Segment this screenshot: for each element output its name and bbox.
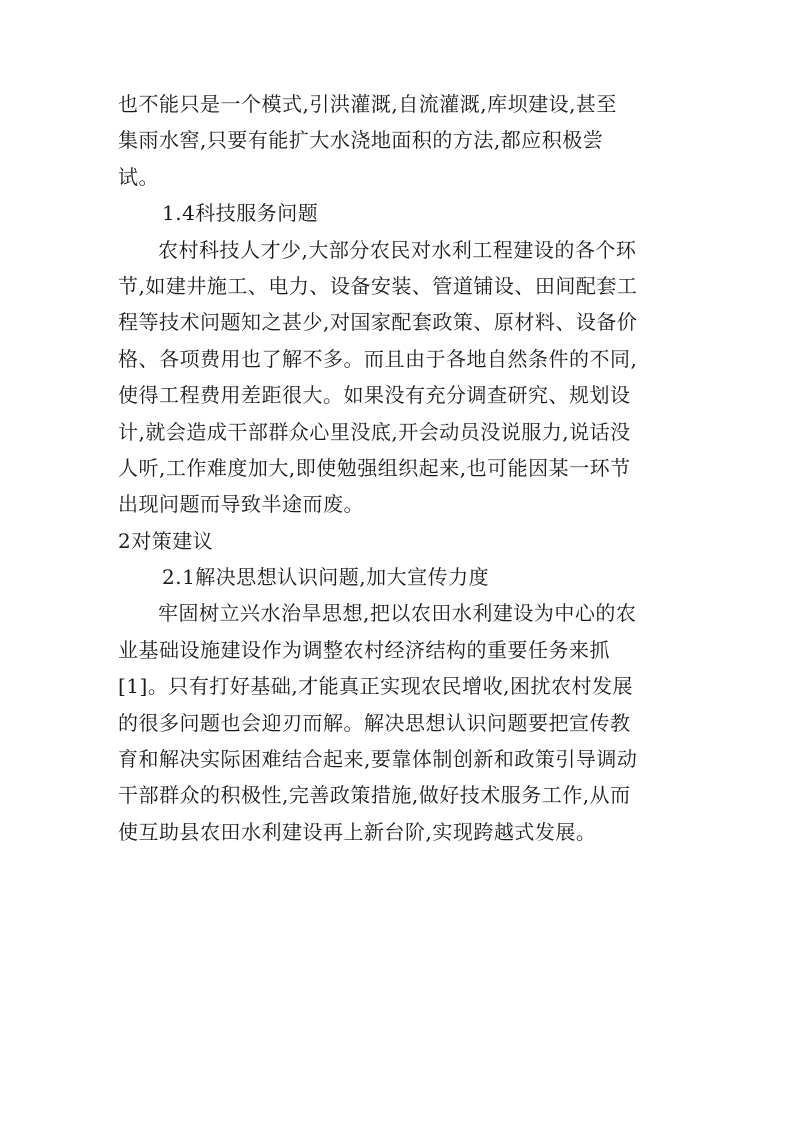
paragraph-line: 格、各项费用也了解不多。而且由于各地自然条件的不同, xyxy=(118,346,638,371)
section-heading-1-4: 1.4科技服务问题 xyxy=(162,201,319,226)
paragraph-line: 农村科技人才少,大部分农民对水利工程建设的各个环 xyxy=(158,237,637,262)
paragraph-line: 育和解决实际困难结合起来,要靠体制创新和政策引导调动 xyxy=(118,747,638,772)
paragraph-line: 也不能只是一个模式,引洪灌溉,自流灌溉,库坝建设,甚至 xyxy=(118,92,617,116)
paragraph-line: 牢固树立兴水治旱思想,把以农田水利建设为中心的农 xyxy=(158,601,637,626)
paragraph-line: 试。 xyxy=(118,164,159,189)
paragraph-line: 集雨水窖,只要有能扩大水浇地面积的方法,都应积极尝 xyxy=(118,128,604,153)
paragraph-line: 的很多问题也会迎刃而解。解决思想认识问题要把宣传教 xyxy=(118,710,631,735)
paragraph-line: 节,如建井施工、电力、设备安装、管道铺设、田间配套工 xyxy=(118,273,638,298)
section-heading-2: 2对策建议 xyxy=(118,528,214,553)
paragraph-line: 使互助县农田水利建设再上新台阶,实现跨越式发展。 xyxy=(118,819,597,844)
paragraph-line: 计,就会造成干部群众心里没底,开会动员没说服力,说话没 xyxy=(118,419,631,444)
paragraph-line: 业基础设施建设作为调整农村经济结构的重要任务来抓 xyxy=(118,637,610,662)
paragraph-line: 人听,工作难度加大,即使勉强组织起来,也可能因某一环节 xyxy=(118,455,631,480)
paragraph-line: 使得工程费用差距很大。如果没有充分调查研究、规划设 xyxy=(118,383,631,408)
section-heading-2-1: 2.1解决思想认识问题,加大宣传力度 xyxy=(162,565,490,590)
document-body xyxy=(118,86,688,850)
paragraph-line: 程等技术问题知之甚少,对国家配套政策、原材料、设备价 xyxy=(118,310,638,335)
paragraph-line: [1]。只有打好基础,才能真正实现农民增收,困扰农村发展 xyxy=(118,674,634,699)
paragraph-line: 干部群众的积极性,完善政策措施,做好技术服务工作,从而 xyxy=(118,783,631,808)
paragraph-line: 出现问题而导致半途而废。 xyxy=(118,492,364,517)
